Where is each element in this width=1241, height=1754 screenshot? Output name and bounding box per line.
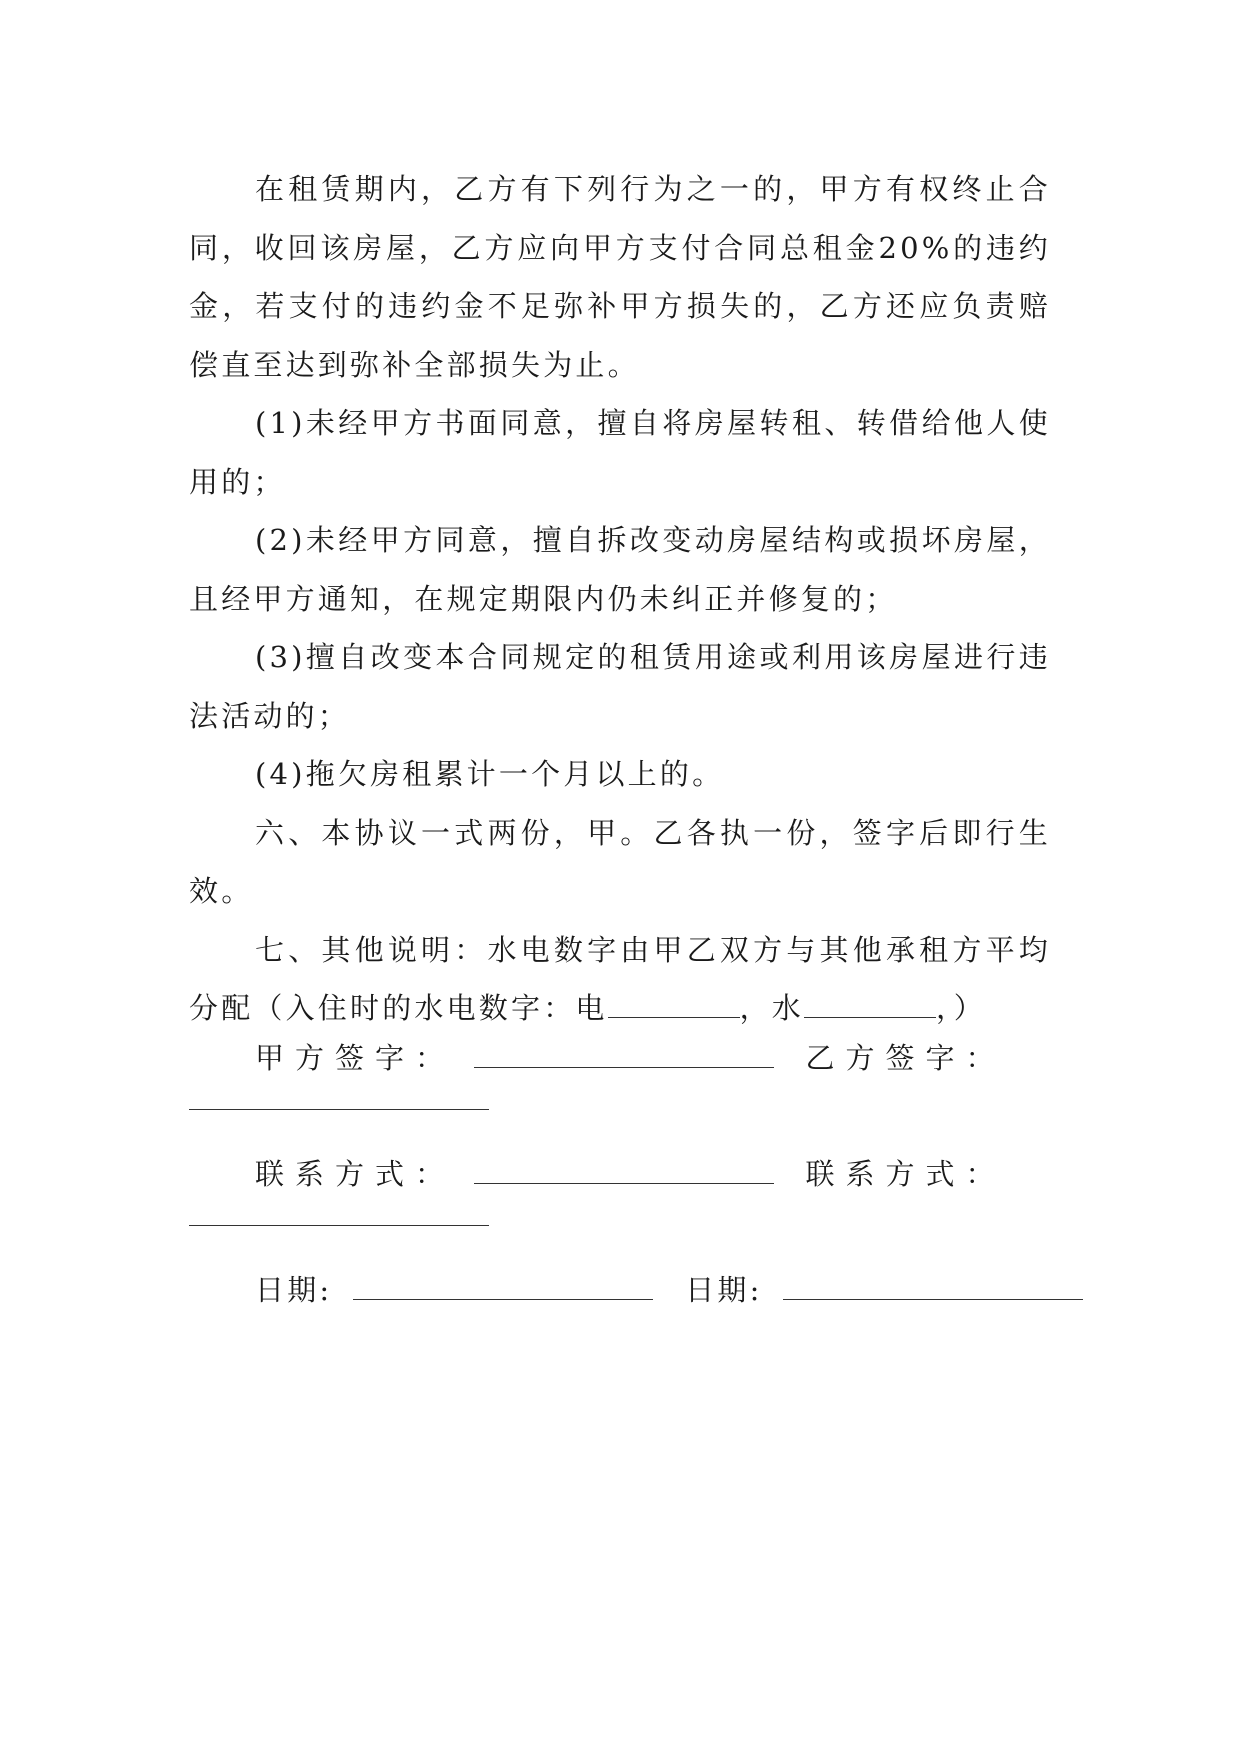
contact-row [189,1152,1117,1193]
paragraph-item-1: (1)未经甲方书面同意，擅自将房屋转租、转借给他人使用的； [189,406,1051,499]
water-label: ，水 [739,991,805,1025]
other-notes-text: 七、其他说明：水电数字由甲乙双方与其他承租方平均分配（入住时的水电数字：电 [189,932,1051,1025]
party-a-signature-blank[interactable] [474,1041,774,1068]
party-b-date-blank[interactable] [783,1273,1083,1300]
party-b-date-label: 日期: [685,1273,763,1307]
party-a-date-label: 日期: [255,1273,333,1307]
paragraph-section-6: 六、本协议一式两份，甲。乙各执一份，签字后即行生效。 [189,815,1051,908]
paragraph-breach-terms: 在租赁期内，乙方有下列行为之一的，甲方有权终止合同，收回该房屋，乙方应向甲方支付合同总租金20%的违约金，若支付的违约金不足弥补甲方损失的，乙方还应负责赔偿直至达到弥补全部损失为止。 [189,172,1051,382]
paragraph-item-2: (2)未经甲方同意，擅自拆改变动房屋结构或损坏房屋，且经甲方通知，在规定期限内仍未纠正并修复的； [189,523,1051,616]
party-b-contact-label: 联 系 方 式 ： [805,1157,995,1191]
electricity-blank[interactable] [608,991,740,1018]
other-notes-end: ，） [936,991,986,1025]
party-b-signature-label: 乙 方 签 字 ： [805,1041,995,1075]
date-row [189,1268,1117,1309]
party-a-contact-label: 联 系 方 式 ： [255,1157,445,1191]
signature-row [189,1036,1117,1077]
party-a-contact-blank[interactable] [474,1157,774,1184]
party-a-signature-label: 甲 方 签 字 ： [255,1041,445,1075]
paragraph-section-7 [189,921,1051,1038]
paragraph-item-4: (4)拖欠房租累计一个月以上的。 [255,757,725,791]
paragraph-item-3: (3)擅自改变本合同规定的租赁用途或利用该房屋进行违法活动的； [189,640,1051,733]
water-blank[interactable] [804,991,936,1018]
contract-body [189,160,1051,1038]
party-b-contact-blank[interactable] [189,1224,489,1226]
party-a-date-blank[interactable] [353,1273,653,1300]
party-b-signature-blank[interactable] [189,1108,489,1110]
